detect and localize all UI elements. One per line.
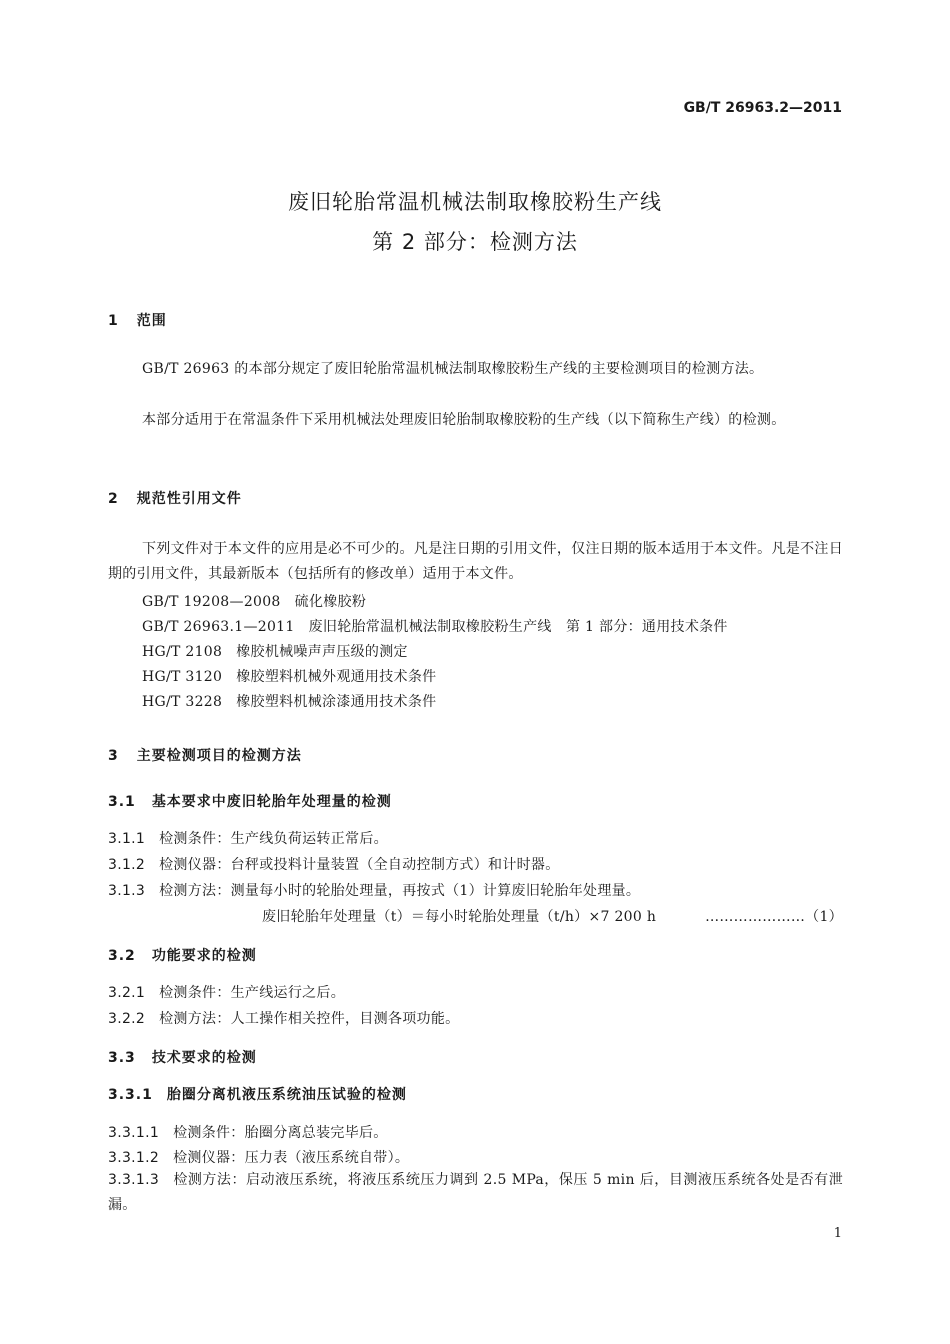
reference-code: HG/T 3120	[142, 669, 223, 685]
section-title: 规范性引用文件	[136, 491, 242, 507]
clause-number: 3.3.1.3	[108, 1172, 160, 1188]
clause-text: 检测条件：胎圈分离总装完毕后。	[173, 1125, 388, 1141]
reference-title: 硫化橡胶粉	[294, 594, 367, 610]
clause-number: 3.3.1.1	[108, 1125, 160, 1141]
reference-item	[142, 641, 408, 661]
section-title: 基本要求中废旧轮胎年处理量的检测	[151, 794, 392, 810]
clause-text: 检测方法：启动液压系统，将液压系统压力调到 2.5 MPa，保压 5 min 后，目测液压系统各处是否有泄漏。	[108, 1172, 843, 1213]
reference-code: GB/T 19208—2008	[142, 594, 281, 610]
reference-title: 橡胶机械噪声声压级的测定	[236, 644, 408, 660]
section-2-heading	[108, 488, 242, 508]
section-1-heading	[108, 310, 167, 330]
reference-item	[142, 666, 436, 686]
reference-title: 废旧轮胎常温机械法制取橡胶粉生产线 第 1 部分：通用技术条件	[308, 619, 728, 635]
formula-1	[262, 906, 843, 926]
clause-3-3-1-3	[108, 1168, 843, 1218]
reference-code: GB/T 26963.1—2011	[142, 619, 295, 635]
reference-code: HG/T 2108	[142, 644, 223, 660]
clause-text: 检测条件：生产线负荷运转正常后。	[159, 831, 388, 847]
clause-text: 检测仪器：台秤或投料计量装置（全自动控制方式）和计时器。	[159, 857, 560, 873]
subsection-3-2-heading	[108, 945, 257, 965]
section-number: 1	[108, 313, 119, 329]
clause-number: 3.2.2	[108, 1011, 146, 1027]
reference-item	[142, 591, 366, 611]
clause-number: 3.1.3	[108, 883, 146, 899]
clause-3-3-1-1	[108, 1122, 388, 1142]
clause-text: 检测方法：人工操作相关控件，目测各项功能。	[159, 1011, 460, 1027]
clause-number: 3.3.1.2	[108, 1150, 160, 1166]
section-1-paragraph-2: 本部分适用于在常温条件下采用机械法处理废旧轮胎制取橡胶粉的生产线（以下简称生产线）的检测。	[142, 412, 786, 428]
section-title: 技术要求的检测	[151, 1050, 257, 1066]
section-2-paragraph-1: 下列文件对于本文件的应用是必不可少的。凡是注日期的引用文件，仅注日期的版本适用于本文件。凡是不注日期的引用文件，其最新版本（包括所有的修改单）适用于本文件。	[108, 541, 843, 582]
section-3-heading	[108, 745, 302, 765]
clause-number: 3.1.1	[108, 831, 146, 847]
clause-3-1-1	[108, 828, 388, 848]
clause-3-1-2	[108, 854, 560, 874]
subsection-3-3-1-heading	[108, 1084, 407, 1104]
reference-code: HG/T 3228	[142, 694, 223, 710]
clause-3-3-1-2	[108, 1147, 409, 1167]
reference-title: 橡胶塑料机械涂漆通用技术条件	[236, 694, 437, 710]
document-title-line2: 第 2 部分：检测方法	[372, 230, 578, 254]
equation-number: …………………（1）	[705, 909, 843, 925]
section-1-paragraph-1: GB/T 26963 的本部分规定了废旧轮胎常温机械法制取橡胶粉生产线的主要检测项目的检测方法。	[142, 361, 764, 377]
section-number: 3.3.1	[108, 1087, 153, 1103]
section-number: 2	[108, 491, 119, 507]
clause-text: 检测条件：生产线运行之后。	[159, 985, 346, 1001]
section-number: 3.2	[108, 948, 136, 964]
section-number: 3.3	[108, 1050, 136, 1066]
section-title: 范围	[136, 313, 167, 329]
reference-item	[142, 616, 728, 636]
page-number: 1	[833, 1226, 842, 1241]
clause-3-2-2	[108, 1008, 459, 1028]
section-title: 主要检测项目的检测方法	[136, 748, 302, 764]
subsection-3-1-heading	[108, 791, 392, 811]
section-number: 3	[108, 748, 119, 764]
section-title: 胎圈分离机液压系统油压试验的检测	[166, 1087, 407, 1103]
reference-title: 橡胶塑料机械外观通用技术条件	[236, 669, 437, 685]
document-title-line1: 废旧轮胎常温机械法制取橡胶粉生产线	[288, 190, 662, 214]
clause-text: 检测方法：测量每小时的轮胎处理量，再按式（1）计算废旧轮胎年处理量。	[159, 883, 641, 899]
subsection-3-3-heading	[108, 1047, 257, 1067]
document-code: GB/T 26963.2—2011	[683, 100, 842, 116]
clause-number: 3.1.2	[108, 857, 146, 873]
section-title: 功能要求的检测	[151, 948, 257, 964]
section-number: 3.1	[108, 794, 136, 810]
clause-number: 3.2.1	[108, 985, 146, 1001]
clause-text: 检测仪器：压力表（液压系统自带）。	[173, 1150, 410, 1166]
formula-text: 废旧轮胎年处理量（t）＝每小时轮胎处理量（t/h）×7 200 h	[262, 909, 657, 925]
clause-3-2-1	[108, 982, 345, 1002]
clause-3-1-3	[108, 880, 640, 900]
reference-item	[142, 691, 436, 711]
